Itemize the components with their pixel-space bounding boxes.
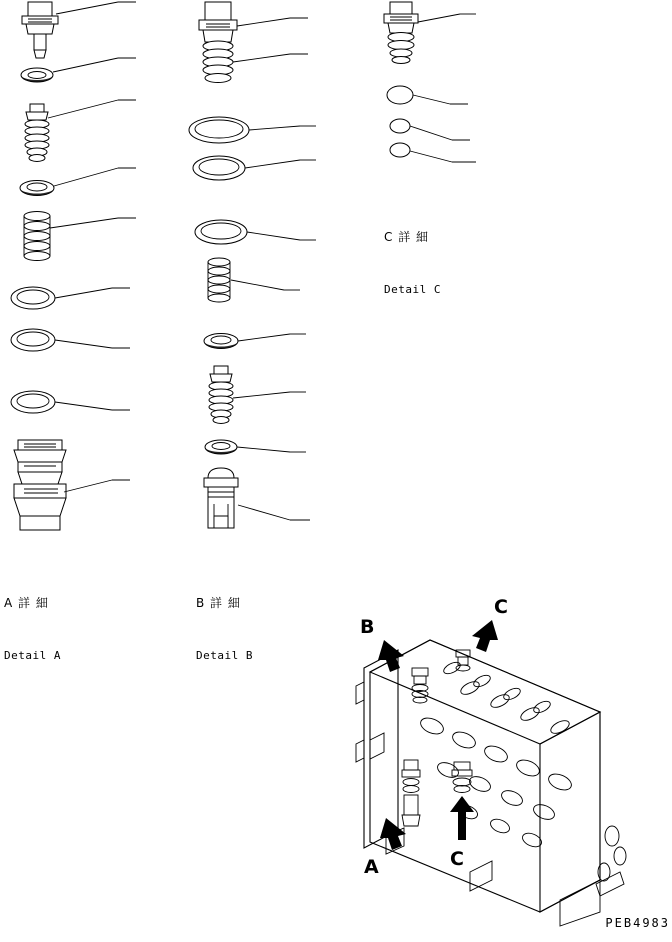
part-o-ring-large-3 [195, 220, 247, 244]
part-o-ring-small [21, 68, 53, 82]
callout-arrow-c-top [472, 620, 498, 652]
detail-c-jp: C 詳 細 [384, 230, 430, 244]
part-threaded-plug-c [384, 2, 418, 64]
detail-b-jp: B 詳 細 [196, 596, 241, 610]
part-o-ring-medium-2 [11, 329, 55, 351]
assembly-plug-b [412, 668, 428, 703]
assembly-plug-c-top [456, 650, 470, 671]
callout-letter-b: B [360, 616, 375, 638]
part-spring-coil [208, 258, 230, 302]
detail-b-en: Detail B [196, 649, 253, 662]
part-o-ring-medium-1 [11, 287, 55, 309]
callout-letter-c-bottom: C [450, 848, 464, 870]
part-o-ring-large-1 [189, 117, 249, 143]
callout-arrow-c-bottom [450, 796, 474, 840]
control-valve-assembly [356, 620, 626, 926]
part-spring-coil-long [24, 212, 50, 261]
part-plug-screw-assembly [22, 2, 58, 58]
detail-a-en: Detail A [4, 649, 61, 662]
part-o-ring-oval-3 [390, 143, 410, 157]
part-valve-body-large [14, 440, 66, 530]
part-washer-ring [20, 181, 54, 196]
part-o-ring-medium-3 [11, 391, 55, 413]
part-o-ring-oval-2 [390, 119, 410, 133]
detail-a-jp: A 詳 細 [4, 596, 49, 610]
assembly-end-ports [560, 826, 626, 926]
part-number: PEB4983 [605, 916, 670, 930]
detail-b-caption [196, 556, 253, 700]
callout-arrow-b [378, 640, 404, 672]
part-washer-ring-b [204, 334, 238, 349]
leader-lines-c [410, 14, 476, 162]
part-valve-poppet [204, 468, 238, 528]
callout-letter-a: A [364, 856, 379, 878]
callout-letter-c-top: C [494, 596, 508, 618]
part-o-ring-large-2 [193, 156, 245, 180]
callout-arrow-a [380, 818, 406, 850]
detail-c-en: Detail C [384, 283, 441, 296]
assembly-plug-a [402, 760, 420, 826]
part-spring-coil-short [25, 104, 49, 162]
leader-lines-a [48, 2, 136, 492]
leader-lines-b [231, 18, 316, 520]
part-washer-ring-2 [205, 440, 237, 454]
part-spring-seat-coil [209, 366, 233, 424]
detail-c-caption [384, 190, 441, 334]
detail-a-caption [4, 556, 61, 700]
part-threaded-plug-top [199, 2, 237, 83]
part-o-ring-oval-1 [387, 86, 413, 104]
